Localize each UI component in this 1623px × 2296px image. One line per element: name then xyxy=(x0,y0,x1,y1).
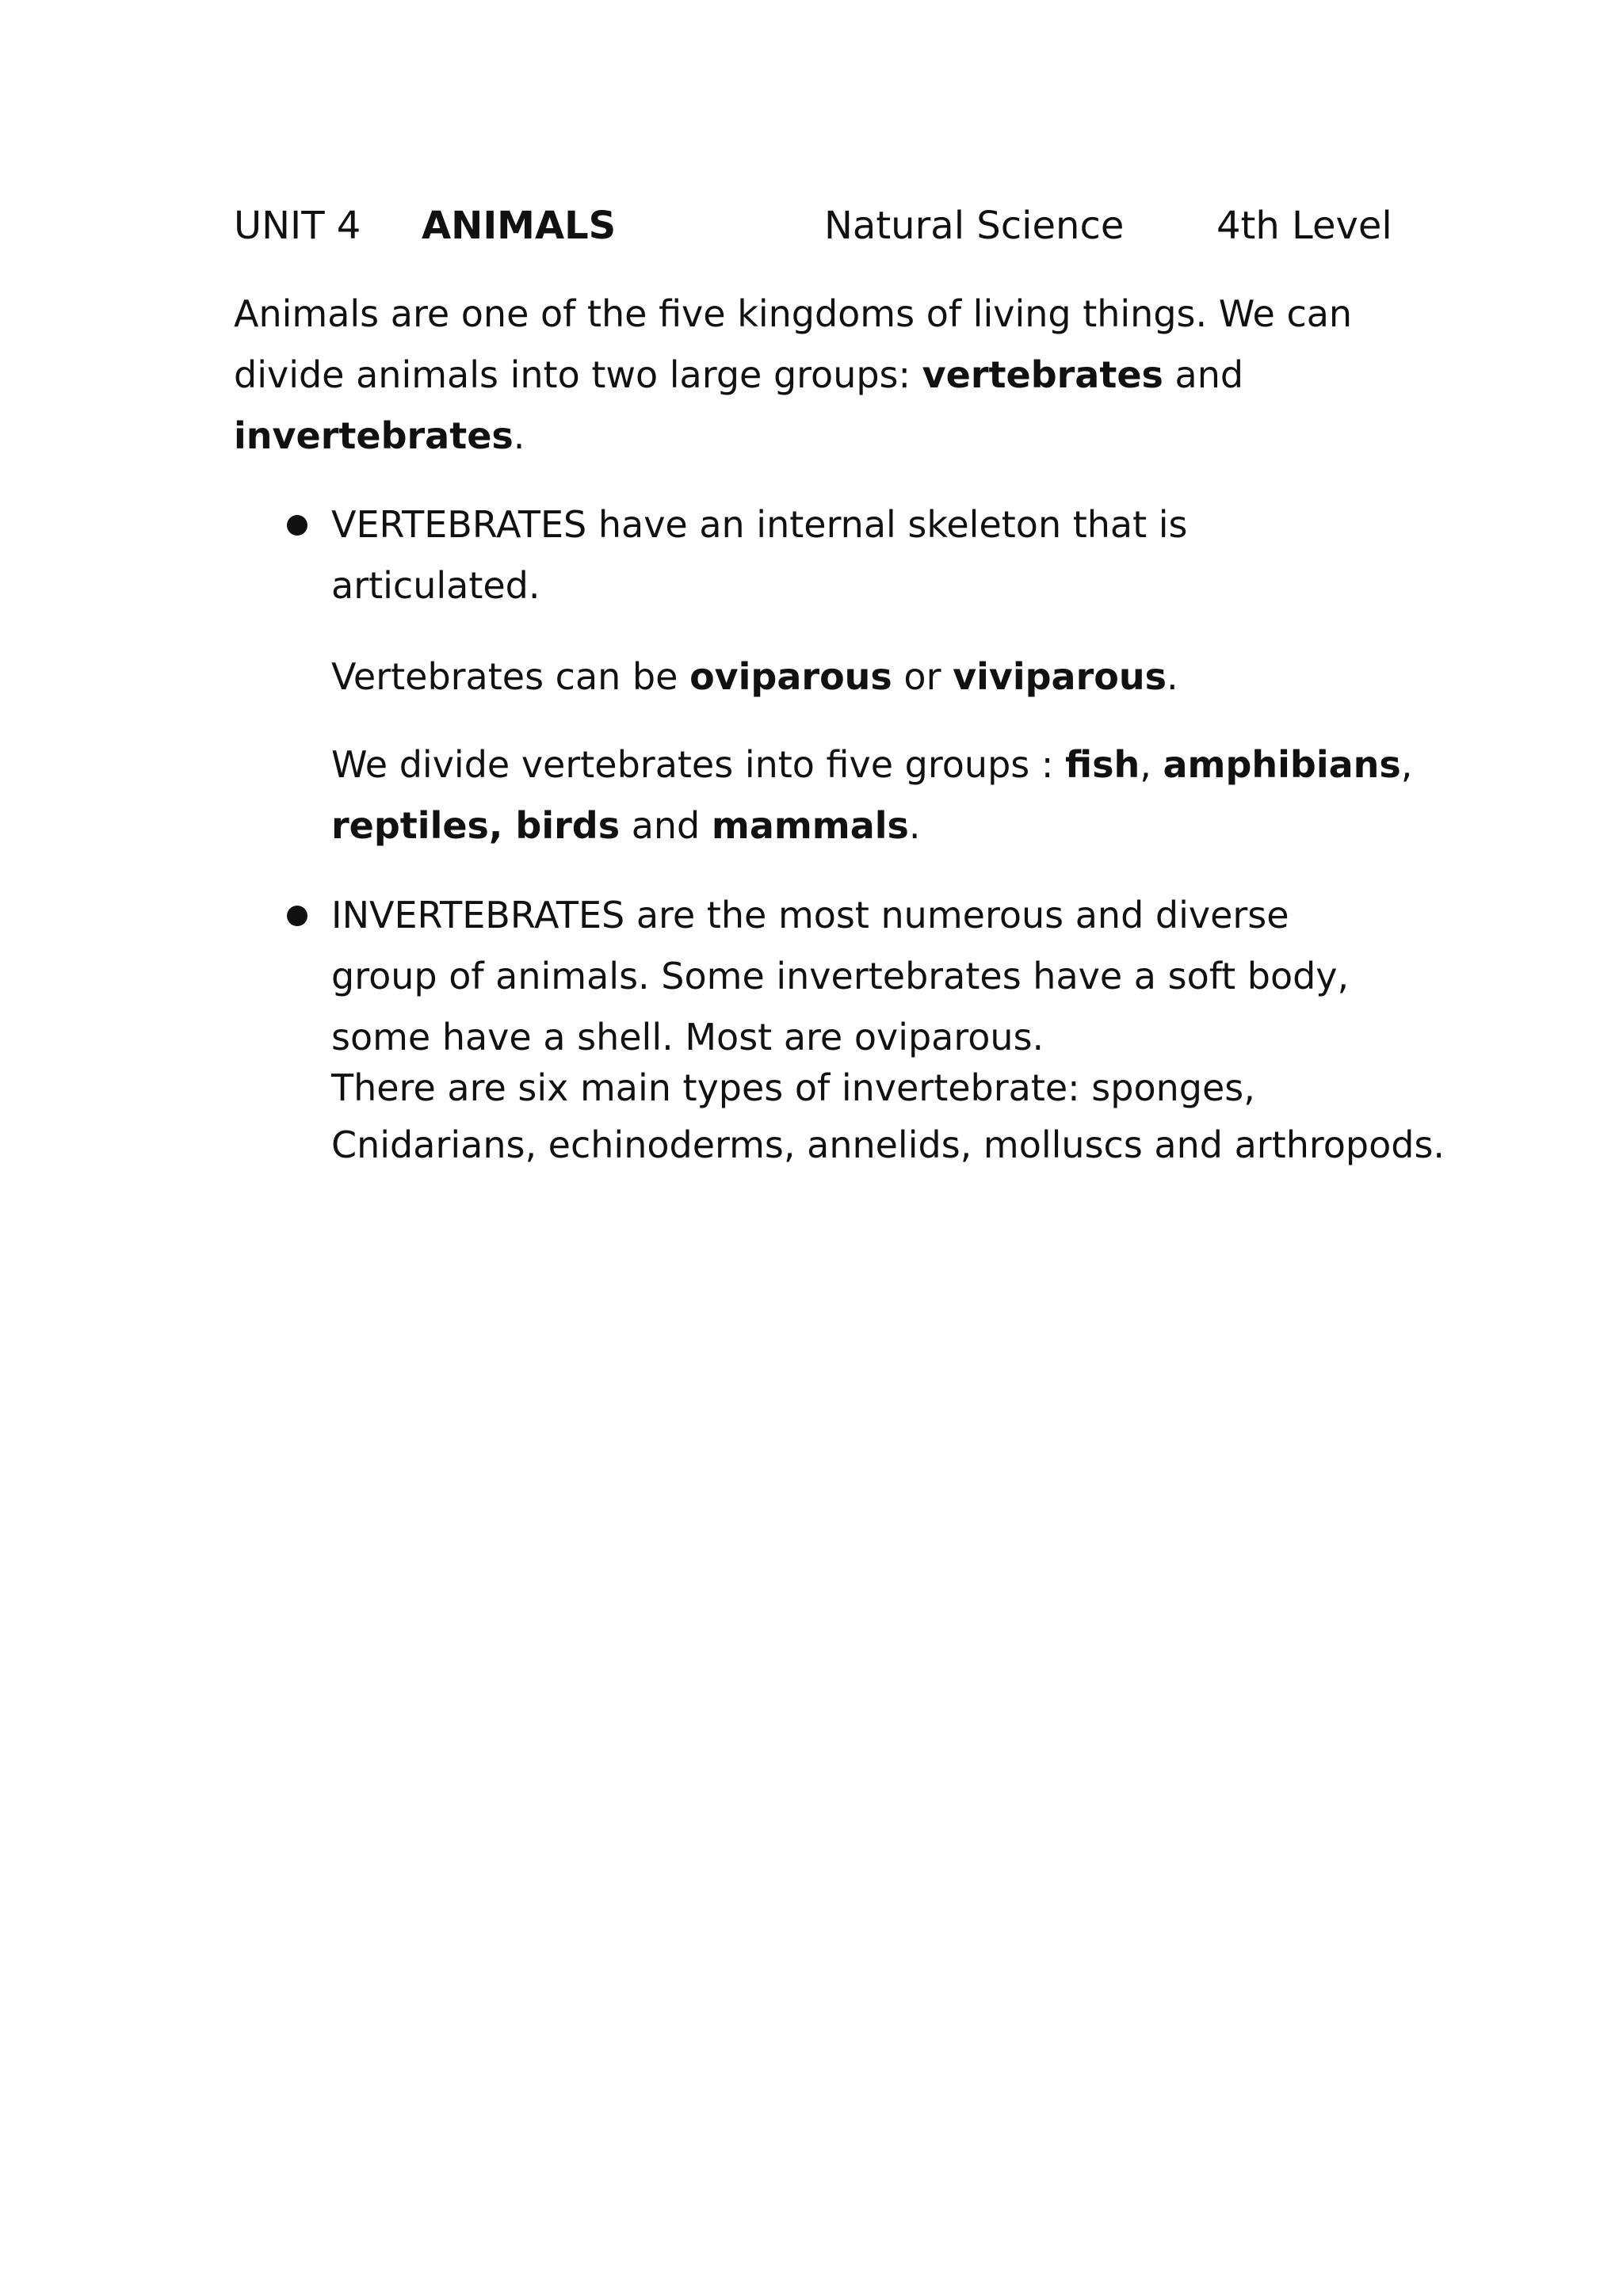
vertebrates-reproduction xyxy=(331,646,1472,707)
vert-p2-bold-viviparous: viviparous xyxy=(953,655,1167,698)
invert-types-line-2: Cnidarians, echinoderms, annelids, molluscs and arthropods. xyxy=(331,1123,1445,1166)
vert-p3-text-1: We divide vertebrates into five groups : xyxy=(331,743,1065,786)
vertebrates-definition: VERTEBRATES have an internal skeleton that is articulated. xyxy=(331,503,1188,607)
vert-p3-text-3: , xyxy=(1400,743,1413,786)
intro-text-1: Animals are one of the five kingdoms of living things. We can divide animals into two large groups: xyxy=(234,292,1353,396)
intro-text-2: and xyxy=(1163,353,1244,396)
invertebrates-types xyxy=(331,1059,1488,1173)
invertebrates-definition: INVERTEBRATES are the most numerous and diverse group of animals. Some invertebrates have a soft body, some have a shell. Most are oviparous. xyxy=(331,894,1350,1058)
page-header xyxy=(234,198,1391,254)
invert-types-line-1: There are six main types of invertebrate: sponges, xyxy=(331,1066,1255,1109)
vert-p2-text-3: . xyxy=(1167,655,1178,698)
level-label: 4th Level xyxy=(1216,204,1392,248)
unit-number: UNIT 4 xyxy=(234,204,361,248)
intro-bold-vertebrates: vertebrates xyxy=(922,353,1163,396)
vert-p3-text-4: and xyxy=(620,804,712,847)
subject-label: Natural Science xyxy=(824,204,1125,248)
intro-bold-invertebrates: invertebrates xyxy=(234,414,514,457)
vert-p2-bold-oviparous: oviparous xyxy=(689,655,892,698)
vert-p3-bold-reptiles-birds: reptiles, birds xyxy=(331,804,621,847)
vert-p3-text-2: , xyxy=(1140,743,1163,786)
intro-text-3: . xyxy=(513,414,525,457)
vert-p2-text-2: or xyxy=(892,655,953,698)
vert-p3-text-5: . xyxy=(908,804,921,847)
vert-p3-bold-amphibians: amphibians xyxy=(1163,743,1401,786)
vert-p2-text-1: Vertebrates can be xyxy=(331,655,690,698)
unit-title: ANIMALS xyxy=(422,204,617,248)
vertebrates-groups xyxy=(331,734,1472,856)
vert-p3-bold-fish: fish xyxy=(1064,743,1140,786)
bullet-dot-icon xyxy=(287,515,307,536)
intro-paragraph xyxy=(234,284,1423,467)
vert-p3-bold-mammals: mammals xyxy=(711,804,909,847)
bullet-dot-icon xyxy=(287,906,307,926)
